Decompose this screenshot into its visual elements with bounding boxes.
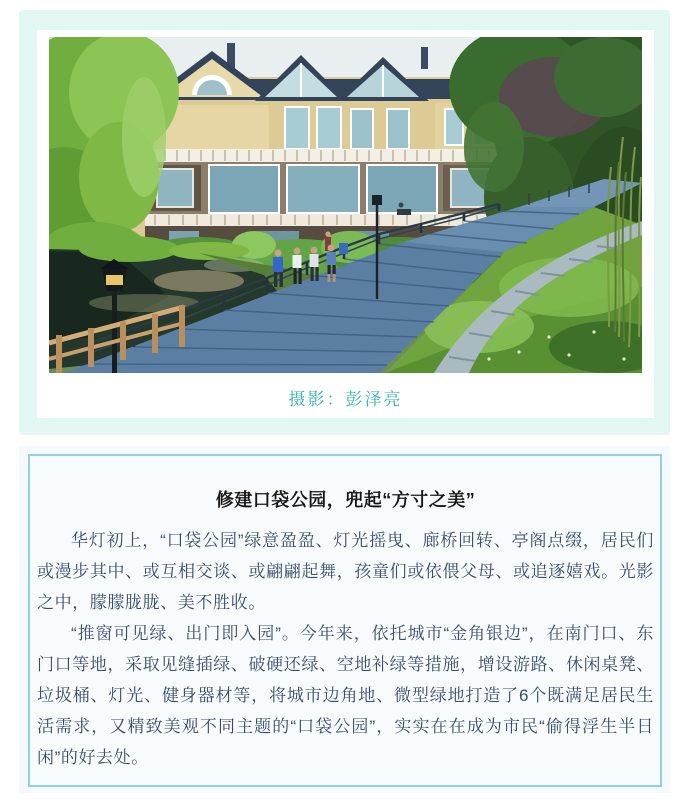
- article-body: [37, 525, 654, 773]
- article-paragraph-2: “推窗可见绿、出门即入园”。今年来，依托城市“金角银边”，在南门口、东门口等地，采取见缝插绿、破硬还绿、空地补绿等措施，增设游路、休闲桌凳、垃圾桶、灯光、健身器材等，将城市边角地、微型绿地打造了6个既满足居民生活需求，又精致美观不同主题的“口袋公园”，实实在在成为市民“偷得浮生半日闲”的好去处。: [37, 624, 654, 767]
- park-photo: [49, 37, 642, 373]
- article-paragraph-1: 华灯初上，“口袋公园”绿意盈盈、灯光摇曳、廊桥回转、亭阁点缀，居民们或漫步其中、或互相交谈、或翩翩起舞，孩童们或依偎父母、或追逐嬉戏。光影之中，朦朦胧胧、美不胜收。: [37, 531, 654, 612]
- article-panel: [19, 446, 670, 793]
- photo-card: [37, 30, 654, 418]
- article-box: [28, 454, 662, 787]
- article-title: 修建口袋公园，兜起“方寸之美”: [215, 490, 476, 510]
- photo-caption: 摄影：彭泽亮: [288, 390, 403, 409]
- photo-panel: [19, 10, 670, 435]
